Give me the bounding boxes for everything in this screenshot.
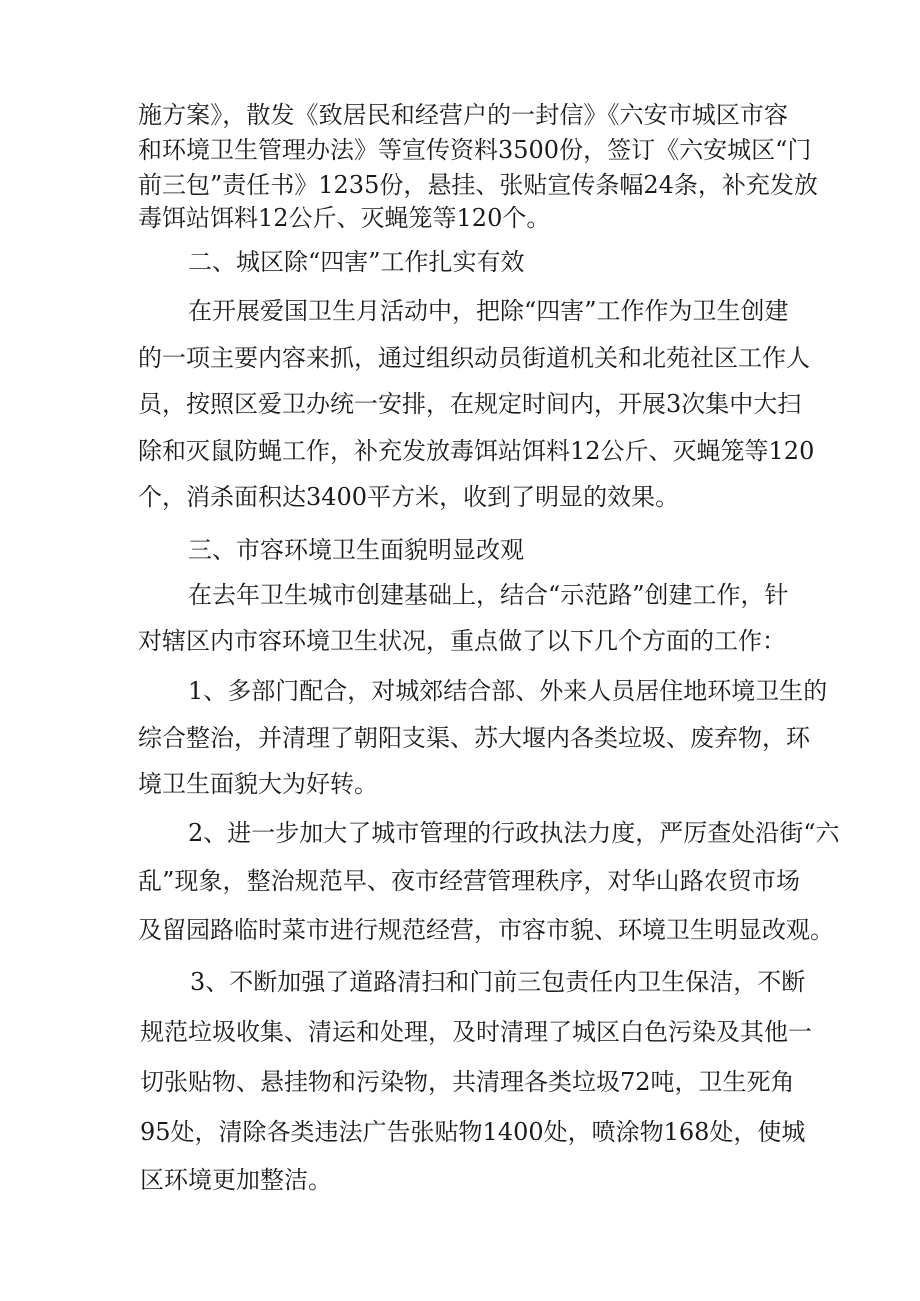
intro-line-4: 毒饵站饵料12公斤、灭蝇笼等120个。 bbox=[138, 204, 551, 232]
section-three-intro-line-2: 对辖区内市容环境卫生状况，重点做了以下几个方面的工作： bbox=[138, 627, 786, 655]
section-two-line-2: 的一项主要内容来抓，通过组织动员街道机关和北苑社区工作人 bbox=[138, 344, 810, 372]
item-2-line-2: 乱”现象，整治规范早、夜市经营管理秩序，对华山路农贸市场 bbox=[138, 867, 800, 895]
section-three-intro-line-1: 在去年卫生城市创建基础上，结合“示范路”创建工作，针 bbox=[188, 581, 789, 609]
section-two-line-1: 在开展爱国卫生月活动中，把除“四害”工作作为卫生创建 bbox=[188, 297, 789, 325]
section-three-heading: 三、市容环境卫生面貌明显改观 bbox=[188, 536, 524, 564]
section-two-line-3: 员，按照区爱卫办统一安排，在规定时间内，开展3次集中大扫 bbox=[138, 390, 802, 418]
intro-line-2: 和环境卫生管理办法》等宣传资料3500份，签订《六安城区“门 bbox=[138, 136, 812, 164]
item-3-line-1: 3、不断加强了道路清扫和门前三包责任内卫生保洁，不断 bbox=[190, 968, 806, 996]
item-2-line-1: 2、进一步加大了城市管理的行政执法力度，严厉查处沿街“六 bbox=[188, 819, 840, 847]
item-3-line-5: 区环境更加整洁。 bbox=[140, 1166, 332, 1194]
item-1-line-2: 综合整治，并清理了朝阳支渠、苏大堰内各类垃圾、废弃物，环 bbox=[138, 724, 810, 752]
item-1-line-3: 境卫生面貌大为好转。 bbox=[138, 770, 378, 798]
section-two-line-4: 除和灭鼠防蝇工作，补充发放毒饵站饵料12公斤、灭蝇笼等120 bbox=[138, 437, 815, 465]
section-two-line-5: 个，消杀面积达3400平方米，收到了明显的效果。 bbox=[138, 483, 680, 511]
item-3-line-2: 规范垃圾收集、清运和处理，及时清理了城区白色污染及其他一 bbox=[140, 1018, 812, 1046]
intro-line-3: 前三包”责任书》1235份，悬挂、张贴宣传条幅24条，补充发放 bbox=[138, 171, 818, 199]
section-two-heading: 二、城区除“四害”工作扎实有效 bbox=[188, 248, 525, 276]
item-3-line-3: 切张贴物、悬挂物和污染物，共清理各类垃圾72吨，卫生死角 bbox=[140, 1068, 795, 1096]
intro-line-1: 施方案》，散发《致居民和经营户的一封信》《六安市城区市容 bbox=[138, 101, 788, 129]
item-3-line-4: 95处，清除各类违法广告张贴物1400处，喷涂物168处，使城 bbox=[140, 1118, 806, 1146]
item-1-line-1: 1、多部门配合，对城郊结合部、外来人员居住地环境卫生的 bbox=[188, 677, 828, 705]
item-2-line-3: 及留园路临时菜市进行规范经营，市容市貌、环境卫生明显改观。 bbox=[138, 916, 834, 944]
